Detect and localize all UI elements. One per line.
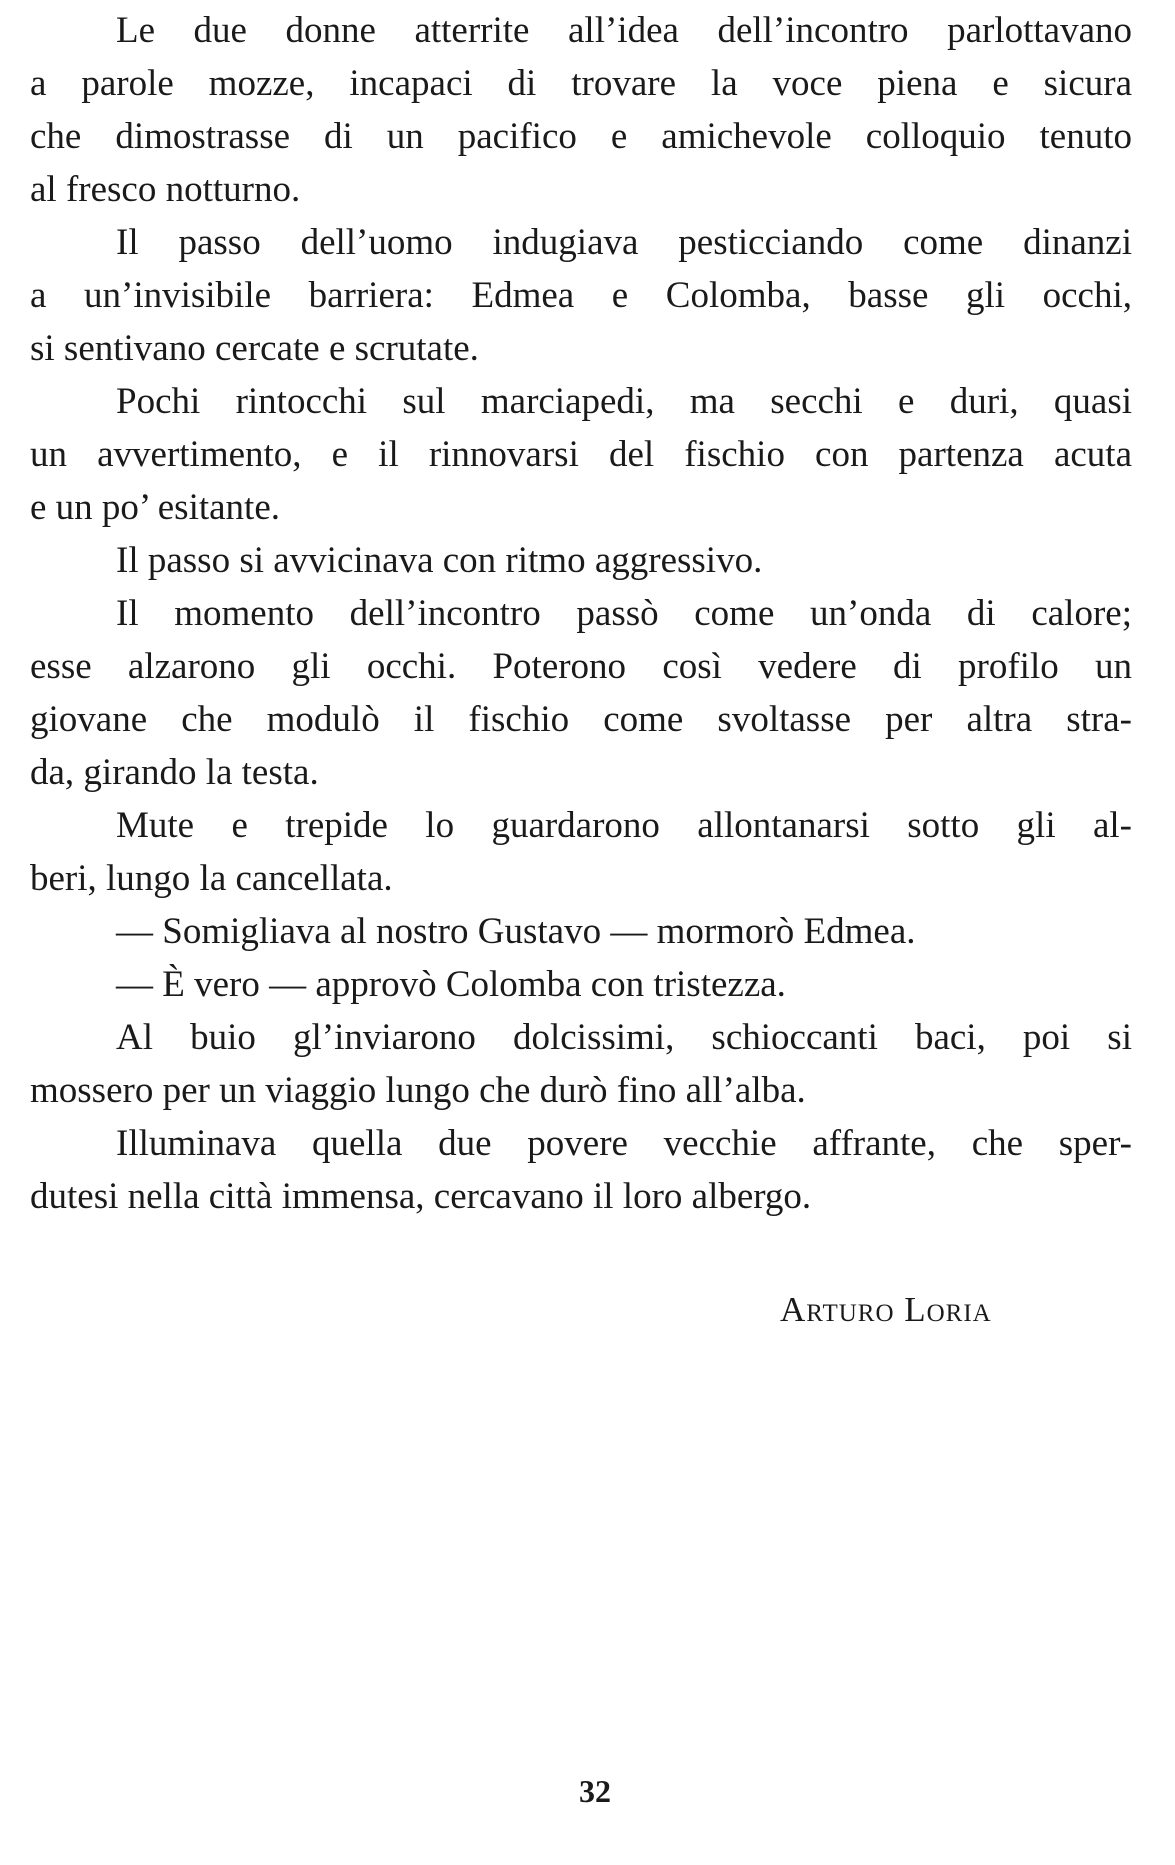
text-line: a parole mozze, incapaci di trovare la voce piena e sicura [30,63,1132,104]
text-line: mossero per un viaggio lungo che durò fino all’alba. [30,1070,806,1111]
text-line: beri, lungo la cancellata. [30,858,393,899]
text-line: — Somigliava al nostro Gustavo — mormorò Edmea. [116,911,916,952]
text-line: Mute e trepide lo guardarono allontanarsi sotto gli al- [116,805,1132,846]
page-number: 32 [579,1773,611,1809]
paragraph [30,799,1132,905]
paragraph [30,4,1132,216]
text-line: — È vero — approvò Colomba con tristezza. [116,964,786,1005]
text-line: Illuminava quella due povere vecchie affrante, che sper- [116,1123,1132,1164]
text-line: da, girando la testa. [30,752,319,793]
paragraph [30,375,1132,534]
body-text [30,4,1132,1223]
text-line: Il passo si avvicinava con ritmo aggressivo. [116,540,763,581]
paragraph [30,1117,1132,1223]
text-line: Al buio gl’inviarono dolcissimi, schioccanti baci, poi si [116,1017,1132,1058]
text-line: Le due donne atterrite all’idea dell’incontro parlottavano [116,10,1132,51]
paragraph [30,587,1132,799]
text-line: che dimostrasse di un pacifico e amichevole colloquio tenuto [30,116,1132,157]
text-line: un avvertimento, e il rinnovarsi del fischio con partenza acuta [30,434,1132,475]
author-signature: Arturo Loria [780,1290,992,1329]
paragraph [30,216,1132,375]
text-line: esse alzarono gli occhi. Poterono così vedere di profilo un [30,646,1132,687]
text-line: si sentivano cercate e scrutate. [30,328,479,369]
text-line: Il momento dell’incontro passò come un’onda di calore; [116,593,1132,634]
dialogue-paragraph [30,958,1132,1011]
text-line: al fresco notturno. [30,169,301,210]
text-line: dutesi nella città immensa, cercavano il loro albergo. [30,1176,812,1217]
text-line: Pochi rintocchi sul marciapedi, ma secchi e duri, quasi [116,381,1132,422]
paragraph [30,534,1132,587]
dialogue-paragraph [30,905,1132,958]
paragraph [30,1011,1132,1117]
text-line: e un po’ esitante. [30,487,281,528]
text-line: Il passo dell’uomo indugiava pesticciando come dinanzi [116,222,1132,263]
text-line: a un’invisibile barriera: Edmea e Colomba, basse gli occhi, [30,275,1132,316]
text-line: giovane che modulò il fischio come svoltasse per altra stra- [30,699,1132,740]
